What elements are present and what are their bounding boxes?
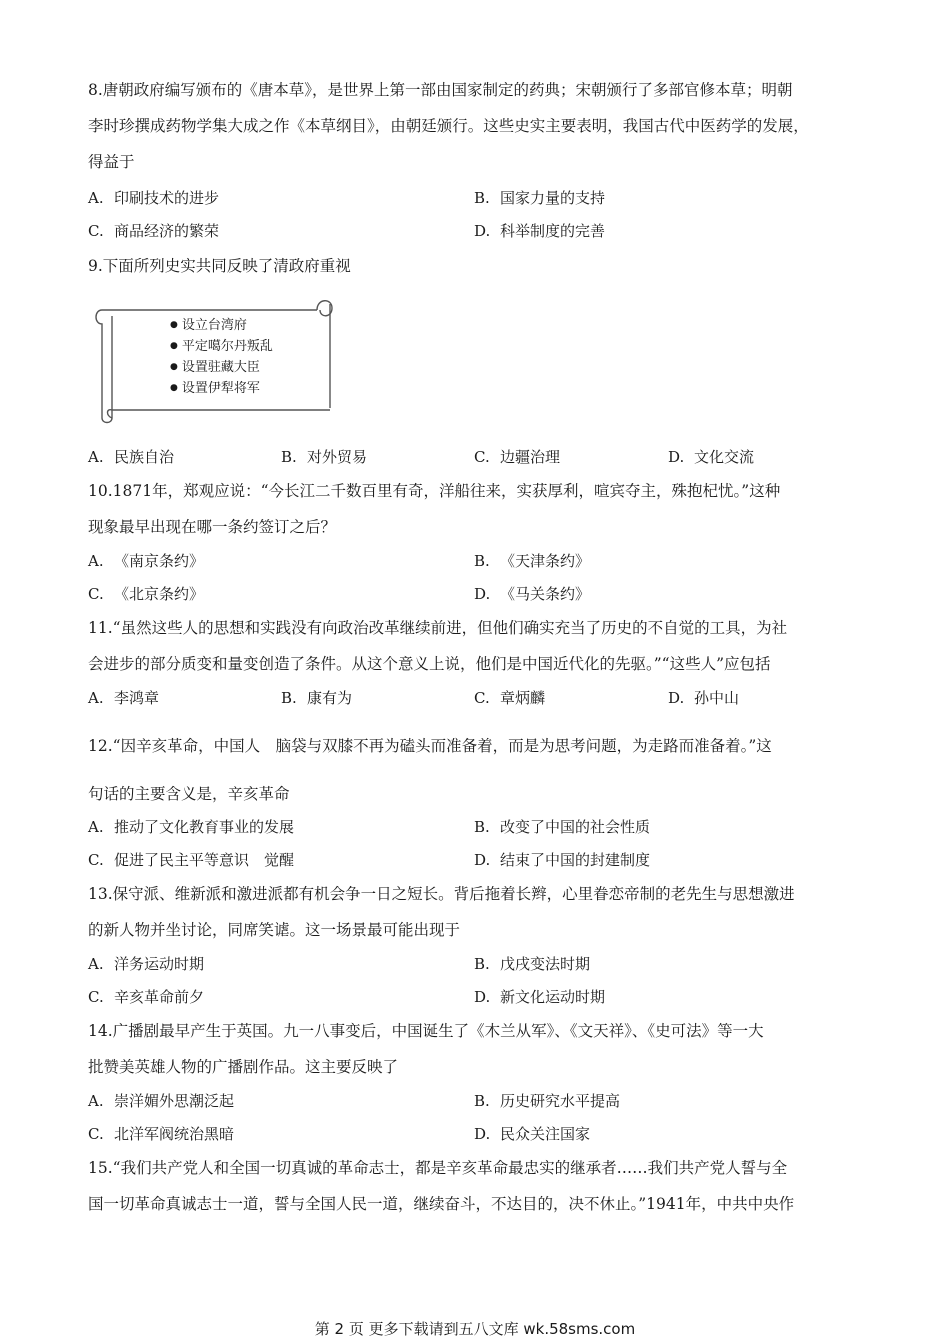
question-13-line2: 的新人物并坐讨论，同席笑谑。这一场景最可能出现于 (88, 921, 461, 939)
question-10-options-row2 (88, 579, 868, 609)
option-d: D. 民众关注国家 (474, 1125, 591, 1143)
scroll-item: ● 设立台湾府 (170, 315, 273, 336)
option-d: D. 《马关条约》 (474, 585, 591, 603)
option-a: A. 洋务运动时期 (88, 955, 205, 973)
option-c: C. 边疆治理 (474, 448, 561, 466)
question-14-line2: 批赞美英雄人物的广播剧作品。这主要反映了 (88, 1058, 399, 1076)
scroll-text (170, 315, 273, 399)
option-d: D. 科举制度的完善 (474, 222, 606, 240)
question-13 (88, 876, 868, 948)
option-b: B. 戊戌变法时期 (474, 955, 591, 973)
option-a: A. 崇洋媚外思潮泛起 (88, 1092, 235, 1110)
question-11 (88, 610, 868, 682)
question-11-line1: 11.“虽然这些人的思想和实践没有向政治改革继续前进，但他们确实充当了历史的不自觉的工具，为社 (88, 619, 788, 637)
option-b: B. 《天津条约》 (474, 552, 591, 570)
option-a: A. 推动了文化教育事业的发展 (88, 818, 295, 836)
question-12-line2: 句话的主要含义是，辛亥革命 (88, 785, 290, 803)
option-b: B. 康有为 (281, 689, 353, 707)
option-b: B. 国家力量的支持 (474, 189, 606, 207)
option-d: D. 孙中山 (668, 689, 740, 707)
option-b: B. 历史研究水平提高 (474, 1092, 621, 1110)
question-13-options-row2 (88, 982, 868, 1012)
question-12-cont (88, 776, 868, 812)
option-c: C. 章炳麟 (474, 689, 546, 707)
question-13-line1: 13.保守派、维新派和激进派都有机会争一日之短长。背后拖着长辫，心里眷恋帝制的老先生与思想激进 (88, 885, 795, 903)
question-8-line3: 得益于 (88, 153, 135, 171)
question-14-line1: 14.广播剧最早产生于英国。九一八事变后，中国诞生了《木兰从军》、《文天祥》、《史可法》等一大 (88, 1022, 764, 1040)
question-15-line2: 国一切革命真诚志士一道，誓与全国人民一道，继续奋斗，不达目的，决不休止。”1941年，中共中央作 (88, 1195, 795, 1213)
question-11-line2: 会进步的部分质变和量变创造了条件。从这个意义上说，他们是中国近代化的先驱。”“这些人”应包括 (88, 655, 771, 673)
question-15-line1: 15.“我们共产党人和全国一切真诚的革命志士，都是辛亥革命最忠实的继承者……我们共产党人誓与全 (88, 1159, 788, 1177)
question-8 (88, 72, 868, 180)
question-14-options-row2 (88, 1119, 868, 1149)
question-10-line1: 10.1871年，郑观应说：“今长江二千数百里有奇，洋船往来，实获厚利，喧宾夺主，殊抱杞忧。”这种 (88, 482, 781, 500)
option-c: C. 促进了民主平等意识 觉醒 (88, 851, 295, 869)
question-10 (88, 473, 868, 545)
option-a: A. 民族自治 (88, 448, 175, 466)
option-d: D. 结束了中国的封建制度 (474, 851, 651, 869)
question-9 (88, 248, 868, 284)
question-12-line1: 12.“因辛亥革命，中国人 脑袋与双膝不再为磕头而准备着，而是为思考问题，为走路而准备着。”这 (88, 737, 772, 755)
question-12-options-row1 (88, 812, 868, 842)
question-10-options-row1 (88, 546, 868, 576)
option-c: C. 《北京条约》 (88, 585, 205, 603)
option-b: B. 对外贸易 (281, 448, 368, 466)
option-a: A. 印刷技术的进步 (88, 189, 220, 207)
question-8-options-row1 (88, 183, 868, 213)
question-13-options-row1 (88, 949, 868, 979)
option-c: C. 辛亥革命前夕 (88, 988, 205, 1006)
option-c: C. 北洋军阀统治黑暗 (88, 1125, 235, 1143)
option-d: D. 文化交流 (668, 448, 755, 466)
scroll-item: ● 设置驻藏大臣 (170, 357, 273, 378)
question-15 (88, 1150, 868, 1222)
question-12 (88, 728, 868, 764)
question-11-options (88, 683, 868, 713)
question-9-line1: 9.下面所列史实共同反映了清政府重视 (88, 257, 351, 275)
question-12-options-row2 (88, 845, 868, 875)
question-10-line2: 现象最早出现在哪一条约签订之后？ (88, 518, 337, 536)
question-9-options (88, 442, 868, 472)
option-b: B. 改变了中国的社会性质 (474, 818, 651, 836)
scroll-item: ● 平定噶尔丹叛乱 (170, 336, 273, 357)
question-8-options-row2 (88, 216, 868, 246)
scroll-item: ● 设置伊犁将军 (170, 378, 273, 399)
question-8-line2: 李时珍撰成药物学集大成之作《本草纲目》，由朝廷颁行。这些史实主要表明，我国古代中医药学的发展， (88, 117, 809, 135)
option-c: C. 商品经济的繁荣 (88, 222, 220, 240)
page-footer: 第 2 页 更多下载请到五八文库 wk.58sms.com (314, 1320, 636, 1338)
option-a: A. 李鸿章 (88, 689, 160, 707)
option-a: A. 《南京条约》 (88, 552, 205, 570)
question-14-options-row1 (88, 1086, 868, 1116)
question-8-line1: 8.唐朝政府编写颁布的《唐本草》，是世界上第一部由国家制定的药典；宋朝颁行了多部官修本草；明朝 (88, 81, 793, 99)
question-14 (88, 1013, 868, 1085)
option-d: D. 新文化运动时期 (474, 988, 606, 1006)
